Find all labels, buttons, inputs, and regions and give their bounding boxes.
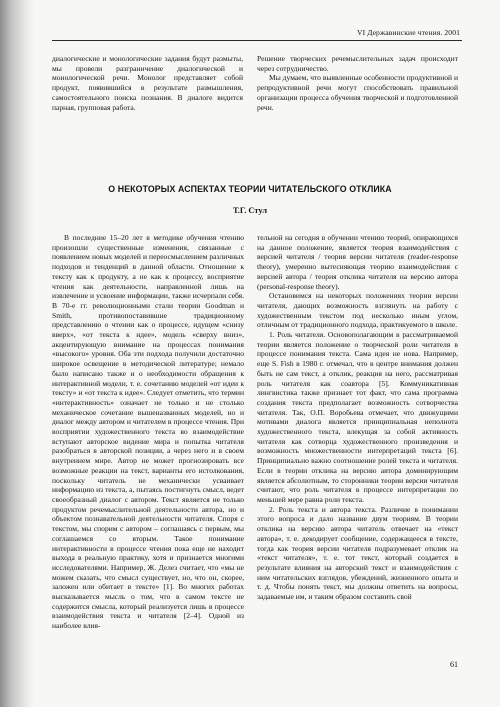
- article-body-left-column: [52, 233, 244, 631]
- paragraph: диалогические и монологические задания будут размыты, мы провели разграничение диалогической и монологической речи. Монолог представляет собой продукт, появившийся в результате размышления, самостоятельного поиска познания. В диалоге видится парная, групповая работа.: [52, 54, 243, 112]
- running-header: VI Державинские чтения. 2001: [357, 28, 460, 37]
- paragraph: тельной на сегодня в обучении чтению теорий, опирающихся на данное положение, является теория взаимодействия с версией читателя / теория версии читателя (reader-response theory), умеренно вытесняющая теорию взаимодействия с версией автора / теория отклика читателя на версию автора (personal-response theory).: [257, 233, 458, 291]
- paragraph: 1. Роль читателя. Основополагающим в рассматриваемой теории является положение о творческой роли читателя в процессе понимания текста. Сама идея не нова. Например, еще S. Fish в 1980 г. отмечал, что в центре внимания должен быть не сам текст, а отклик, реакция на него, рассматривая роль читателя как соавтора [5]. Коммуникативная лингвистика также признает тот факт, что сама программа создания текста предполагает возможность сотворчества читателя. Так, О.П. Воробьева отмечает, что движущими мотивами диалога является принципиальная неполнота художественного текста, влекущая за собой активность читателя как сотворца художественного произведения и возможность множественности интерпретаций текста [6]. Принципиально важно соотношение ролей текста и читателя. Если в теории отклика на версию автора доминирующим является абсолютным, то сторонники теории версии читателя считают, что роль читателя в процессе интерпретации по меньшей мере равна роли текста.: [257, 330, 458, 504]
- article-title: О НЕКОТОРЫХ АСПЕКТАХ ТЕОРИИ ЧИТАТЕЛЬСКОГО ОТКЛИКА: [108, 184, 392, 194]
- header-rule: [52, 40, 462, 41]
- previous-article-ending-left: [52, 54, 243, 112]
- article-body-right-column: [257, 233, 458, 602]
- paragraph: 2. Роль текста и автора текста. Различие в понимании этого вопроса и дало название двум теориям. В теории отклика на версию автора читатель отвечает на «текст автора», т. е. декодирует сообщение, содержащееся в тексте, тогда как теория версии читателя подразумевает отклик на «текст читателя», т. е. тот текст, который создается в результате влияния на авторский текст и взаимодействия с ним читательских взглядов, убеждений, жизненного опыта и т. д. Чтобы понять текст, мы должны ответить на вопросы, задаваемые им, и таким образом составить свой: [257, 504, 458, 602]
- paragraph: Решение творческих речемыслительных задач происходит через сотрудничество.: [257, 54, 458, 73]
- previous-article-ending-right: [257, 54, 458, 112]
- paragraph: Остановимся на некоторых положениях теории версии читателя, дающих возможность взглянуть на работу с художественным текстом под несколько иным углом, отличным от традиционного подхода, практикуемого в школе.: [257, 291, 458, 330]
- binding-shadow: [0, 0, 34, 707]
- paragraph: В последние 15–20 лет в методике обучения чтению произошли существенные изменения, связанные с появлением новых моделей и переосмыслением различных подходов и тенденций в данной области. Отношение к тексту как к продукту, а не как к процессу, восприятие чтения как деятельности, направленной лишь на извлечение и усвоение информации, также исчерпали себя. В 70-е гг. революционными стали теории Goodman и Smith, противопоставившие традиционному представлению о чтении как о процессе, идущем «снизу вверх», «от текста к идее», модель «сверху вниз», акцентирующую внимание на процессах понимания «высокого» уровня. Оба эти подхода получили достаточно широкое освещение в методической литературе; немало было написано также и о необходимости обращения к интерактивной модели, т. е. сочетанию моделей «от идеи к тексту» и «от текста к идее». Следует отметить, что термин «интерактивность» означает не только и не столько механическое сочетание вышеназванных моделей, но и диалог между автором и читателем в процессе чтения. При восприятии художественного текста во взаимодействие вступают авторское видение мира и попытка читателя разобраться в авторской позиции, а через него и в своем внутреннем мире. Автор не может прогнозировать все возможные реакции на текст, варианты его истолкования, поскольку читатель не механически усваивает информацию из текста, а, пытаясь постигнуть смысл, ведет своеобразный диалог с автором. Текст является не только продуктом речемыслительной деятельности автора, но и объектом познавательной деятельности читателя. Споря с текстом, мы спорим с автором – соглашаясь с первым, мы соглашаемся со вторым. Такое понимание интерактивности в процессе чтения пока еще не находит выхода в реальную практику, хотя и признается многими исследователями. Например, Ж. Делез считает, что «мы не можем сказать, что смысл существует, но, что он, скорее, заложен или обитает в тексте» [1]. Во многих работах высказывается мысль о том, что в самом тексте не содержится смысла, который реализуется лишь в процессе взаимодействия текста и читателя [2–4]. Одной из наиболее влия-: [52, 233, 244, 631]
- article-author: Т.Г. Стул: [232, 206, 268, 215]
- page-number: 61: [450, 660, 458, 669]
- paragraph: Мы думаем, что выявленные особенности продуктивной и репродуктивной речи могут способствовать правильной организации процесса обучения творческой и подготовленной речи.: [257, 73, 458, 112]
